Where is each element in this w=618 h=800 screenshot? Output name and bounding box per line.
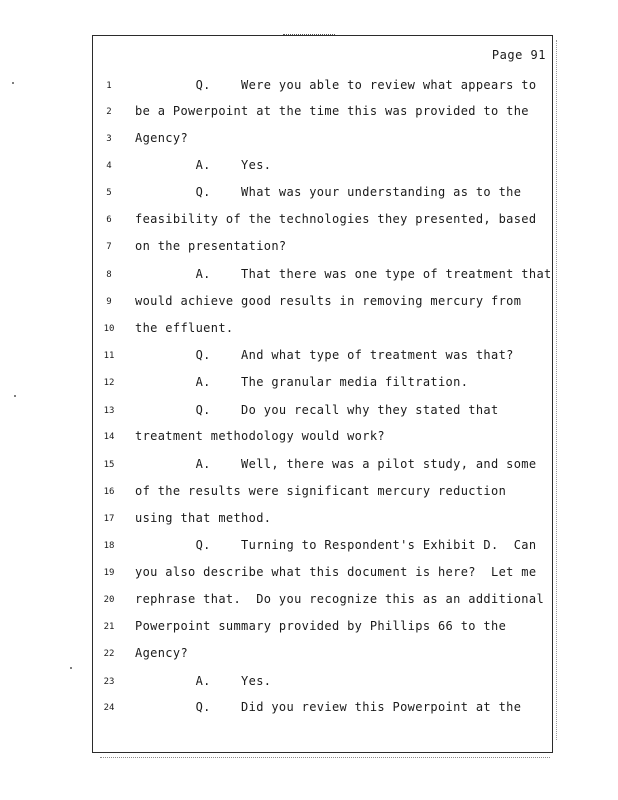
line-text: rephrase that. Do you recognize this as an additional [135, 592, 545, 606]
line-number: 12 [103, 378, 115, 388]
line-number: 1 [106, 81, 112, 91]
transcript-page [92, 35, 553, 753]
line-text: using that method. [135, 511, 272, 525]
line-text: A. Yes. [135, 674, 272, 688]
transcript-line [93, 129, 551, 149]
transcript-line [93, 237, 551, 257]
transcript-line [93, 427, 551, 447]
transcript-line [93, 698, 551, 718]
line-text: A. The granular media filtration. [135, 375, 469, 389]
transcript-line [93, 292, 551, 312]
line-number: 8 [106, 270, 112, 280]
line-text: feasibility of the technologies they presented, based [135, 212, 537, 226]
line-number: 22 [103, 649, 115, 659]
line-text: A. That there was one type of treatment that [135, 267, 552, 281]
line-number: 9 [106, 297, 112, 307]
line-text: Q. And what type of treatment was that? [135, 348, 514, 362]
line-text: Q. Did you review this Powerpoint at the [135, 700, 522, 714]
scan-speck [70, 667, 72, 669]
transcript-line [93, 102, 551, 122]
transcript-line [93, 183, 551, 203]
line-text: you also describe what this document is here? Let me [135, 565, 537, 579]
transcript-line [93, 509, 551, 529]
transcript-line [93, 644, 551, 664]
line-number: 20 [103, 595, 115, 605]
scan-speck [12, 82, 14, 84]
line-number: 21 [103, 622, 115, 632]
line-number: 15 [103, 460, 115, 470]
line-text: Q. Were you able to review what appears to [135, 78, 537, 92]
line-text: of the results were significant mercury reduction [135, 484, 507, 498]
line-text: the effluent. [135, 321, 234, 335]
transcript-line [93, 672, 551, 692]
line-number: 18 [103, 541, 115, 551]
transcript-line [93, 482, 551, 502]
transcript-line [93, 617, 551, 637]
line-text: Agency? [135, 131, 189, 145]
transcript-line [93, 210, 551, 230]
line-text: Powerpoint summary provided by Phillips 66 to the [135, 619, 507, 633]
line-text: Q. Do you recall why they stated that [135, 403, 499, 417]
line-number: 3 [106, 134, 112, 144]
transcript-line [93, 319, 551, 339]
line-text: would achieve good results in removing mercury from [135, 294, 522, 308]
line-number: 7 [106, 242, 112, 252]
line-number: 13 [103, 406, 115, 416]
line-number: 5 [106, 188, 112, 198]
transcript-line [93, 563, 551, 583]
line-number: 17 [103, 514, 115, 524]
line-number: 10 [103, 324, 115, 334]
line-number: 11 [103, 351, 115, 361]
line-text: treatment methodology would work? [135, 429, 385, 443]
line-text: A. Well, there was a pilot study, and some [135, 457, 537, 471]
right-scan-edge [556, 40, 557, 740]
line-text: on the presentation? [135, 239, 287, 253]
line-text: be a Powerpoint at the time this was provided to the [135, 104, 529, 118]
line-number: 2 [106, 107, 112, 117]
transcript-line [93, 76, 551, 96]
line-text: Q. What was your understanding as to the [135, 185, 522, 199]
line-text: A. Yes. [135, 158, 272, 172]
line-text: Agency? [135, 646, 189, 660]
transcript-line [93, 590, 551, 610]
transcript-line [93, 455, 551, 475]
line-number: 14 [103, 432, 115, 442]
line-number: 19 [103, 568, 115, 578]
transcript-line [93, 346, 551, 366]
line-text: Q. Turning to Respondent's Exhibit D. Can [135, 538, 537, 552]
scan-speck [14, 395, 16, 397]
line-number: 6 [106, 215, 112, 225]
line-number: 24 [103, 703, 115, 713]
page-number: Page 91 [491, 48, 546, 62]
transcript-line [93, 536, 551, 556]
line-number: 4 [106, 161, 112, 171]
transcript-line [93, 156, 551, 176]
transcript-line [93, 401, 551, 421]
bottom-scan-edge [100, 757, 550, 758]
line-number: 23 [103, 677, 115, 687]
transcript-line [93, 373, 551, 393]
line-number: 16 [103, 487, 115, 497]
transcript-line [93, 265, 551, 285]
